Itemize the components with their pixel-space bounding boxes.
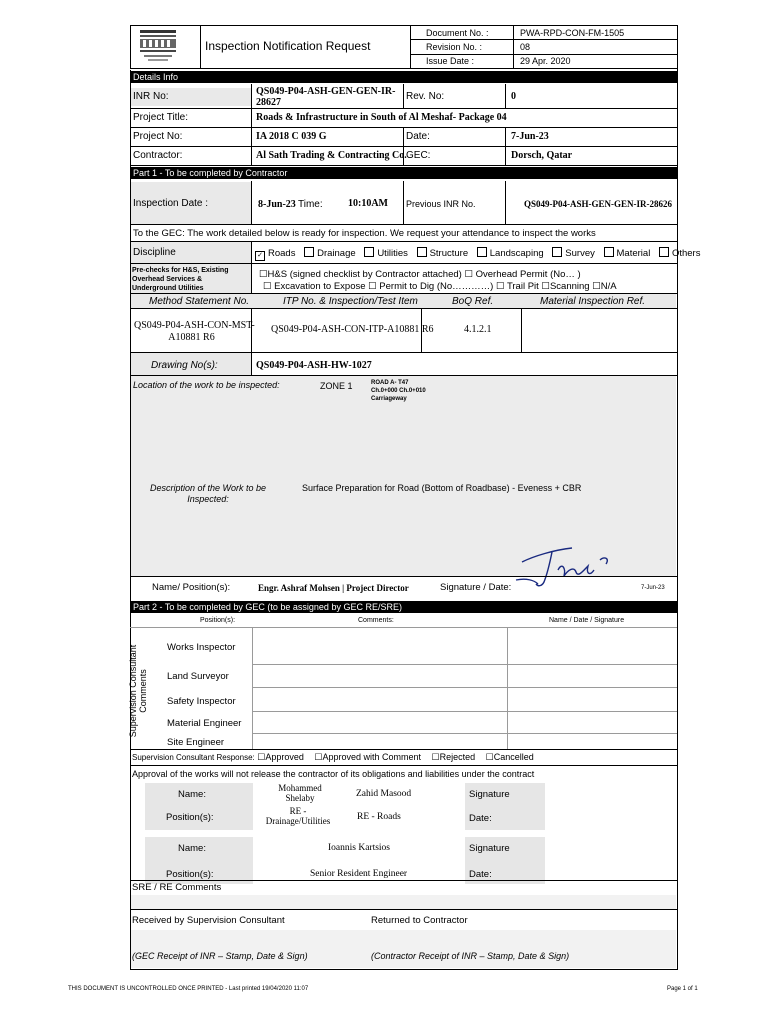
- name-2: Zahid Masood: [356, 789, 412, 799]
- discipline-structure-label: Structure: [429, 248, 469, 259]
- date-label-2: Date:: [469, 869, 492, 880]
- project-title-value: Roads & Infrastructure in South of Al Meshaf- Package 04: [256, 112, 507, 123]
- discipline-label: Discipline: [133, 247, 176, 258]
- response-approved[interactable]: ☐Approved: [257, 752, 304, 762]
- zone-value: ZONE 1: [320, 381, 353, 391]
- time-label: Time:: [298, 199, 323, 210]
- position-3: Senior Resident Engineer: [310, 869, 408, 879]
- revision-no-label: Revision No. :: [426, 42, 483, 52]
- inspection-date-value: 8-Jun-23: [258, 199, 296, 210]
- description-value: Surface Preparation for Road (Bottom of Roadbase) - Eveness + CBR: [302, 483, 582, 493]
- boq-value: 4.1.2.1: [464, 324, 492, 335]
- role-works-inspector: Works Inspector: [167, 642, 236, 653]
- contractor-receipt-label: (Contractor Receipt of INR – Stamp, Date & Sign): [371, 951, 570, 961]
- response-rejected[interactable]: ☐Rejected: [431, 752, 476, 762]
- received-label: Received by Supervision Consultant: [132, 915, 285, 926]
- contractor-value: Al Sath Trading & Contracting Co.: [256, 150, 407, 161]
- position-1: RE - Drainage/Utilities: [265, 806, 331, 826]
- gec-value: Dorsch, Qatar: [511, 150, 573, 161]
- prechecks-line-2[interactable]: ☐ Excavation to Expose ☐ Permit to Dig (No…………) ☐ Trail Pit ☐Scanning ☐N/A: [263, 281, 617, 292]
- discipline-material-checkbox[interactable]: [604, 247, 614, 257]
- col-method-statement: Method Statement No.: [149, 296, 250, 307]
- discipline-landscaping-label: Landscaping: [489, 248, 544, 259]
- signature-date-value: 7-Jun-23: [641, 585, 665, 591]
- itp-value: QS049-P04-ASH-CON-ITP-A10881 R6: [271, 324, 434, 335]
- date-label-1: Date:: [469, 813, 492, 824]
- name-label-1: Name:: [178, 789, 206, 800]
- prechecks-line-1[interactable]: ☐H&S (signed checklist by Contractor attached) ☐ Overhead Permit (No… ): [259, 269, 581, 280]
- location-label: Location of the work to be inspected:: [133, 380, 280, 390]
- discipline-landscaping-checkbox[interactable]: [477, 247, 487, 257]
- signature-label-1: Signature: [469, 789, 510, 800]
- road-details: ROAD A- T47 Ch.0+000 Ch.0+010 Carriageway: [371, 380, 426, 402]
- discipline-others-label: Others: [671, 248, 701, 259]
- role-material-engineer: Material Engineer: [167, 718, 242, 729]
- method-statement-value: QS049-P04-ASH-CON-MST- A10881 R6: [134, 320, 255, 343]
- returned-label: Returned to Contractor: [371, 915, 468, 926]
- details-info-band: Details Info: [130, 71, 677, 83]
- col-name-date-signature: Name / Date / Signature: [549, 617, 625, 624]
- drawing-value: QS049-P04-ASH-HW-1027: [256, 360, 372, 371]
- inspection-date-label: Inspection Date :: [133, 198, 209, 209]
- response-approved-with-comment[interactable]: ☐Approved with Comment: [314, 752, 422, 762]
- company-logo: [138, 28, 178, 64]
- supervision-vertical-label: Supervision Consultant Comments: [128, 644, 148, 738]
- signature-label-2: Signature: [469, 843, 510, 854]
- position-label-1: Position(s):: [166, 812, 214, 823]
- drawing-label: Drawing No(s):: [151, 360, 218, 371]
- name-position-value: Engr. Ashraf Mohsen | Project Director: [258, 583, 409, 593]
- col-itp: ITP No. & Inspection/Test Item: [283, 296, 418, 307]
- discipline-drainage-checkbox[interactable]: [304, 247, 314, 257]
- part1-band: Part 1 - To be completed by Contractor: [130, 167, 677, 179]
- position-label-2: Position(s):: [166, 869, 214, 880]
- sre-comments-label: SRE / RE Comments: [132, 882, 222, 893]
- position-2: RE - Roads: [357, 812, 401, 822]
- previous-inr-label: Previous INR No.: [406, 199, 476, 209]
- discipline-material-label: Material: [616, 248, 651, 259]
- document-no-label: Document No. :: [426, 28, 489, 38]
- form-title: Inspection Notification Request: [205, 39, 371, 53]
- rev-no-value: 0: [511, 91, 516, 102]
- col-boq: BoQ Ref.: [452, 296, 494, 307]
- contractor-signature: [514, 540, 634, 590]
- uncontrolled-footer: THIS DOCUMENT IS UNCONTROLLED ONCE PRINTED - Last printed 19/04/2020 11:07: [68, 986, 309, 992]
- date-label: Date:: [406, 131, 430, 142]
- page-number: Page 1 of 1: [667, 986, 698, 992]
- response-cancelled[interactable]: ☐Cancelled: [485, 752, 534, 762]
- discipline-others-checkbox[interactable]: [659, 247, 669, 257]
- project-title-label: Project Title:: [133, 112, 189, 123]
- discipline-drainage-label: Drainage: [317, 248, 356, 259]
- project-no-label: Project No:: [133, 131, 183, 142]
- discipline-roads-label: Roads: [268, 248, 296, 259]
- discipline-roads-checkbox[interactable]: ✓: [255, 251, 265, 261]
- name-1: Mohammed Shelaby: [278, 783, 322, 803]
- approval-note: Approval of the works will not release the contractor of its obligations and liabilities under the contract: [132, 769, 535, 779]
- project-no-value: IA 2018 C 039 G: [256, 131, 327, 142]
- name-position-label: Name/ Position(s):: [152, 582, 231, 593]
- response-row: [132, 752, 534, 763]
- discipline-survey-checkbox[interactable]: [552, 247, 562, 257]
- issue-date-value: 29 Apr. 2020: [520, 56, 571, 66]
- discipline-utilities-label: Utilities: [377, 248, 408, 259]
- gec-statement: To the GEC: The work detailed below is ready for inspection. We request your attendance to inspect the works: [133, 228, 596, 239]
- revision-no-value: 08: [520, 42, 531, 52]
- discipline-survey-label: Survey: [565, 248, 595, 259]
- discipline-options: [249, 247, 700, 261]
- issue-date-label: Issue Date :: [426, 56, 475, 66]
- response-label: Supervision Consultant Response:: [132, 753, 255, 762]
- previous-inr-value: QS049-P04-ASH-GEN-GEN-IR-28626: [524, 199, 672, 209]
- date-value: 7-Jun-23: [511, 131, 549, 142]
- gec-receipt-label: (GEC Receipt of INR – Stamp, Date & Sign): [132, 951, 308, 961]
- rev-no-label: Rev. No:: [406, 91, 445, 102]
- name-3: Ioannis Kartsios: [328, 843, 391, 853]
- contractor-label: Contractor:: [133, 150, 183, 161]
- signature-date-label: Signature / Date:: [440, 582, 512, 593]
- col-positions: Position(s):: [200, 617, 236, 624]
- gec-label: GEC:: [406, 150, 431, 161]
- role-site-engineer: Site Engineer: [167, 737, 225, 748]
- discipline-utilities-checkbox[interactable]: [364, 247, 374, 257]
- discipline-structure-checkbox[interactable]: [417, 247, 427, 257]
- time-value: 10:10AM: [348, 198, 388, 209]
- inr-no-value: QS049-P04-ASH-GEN-GEN-IR-28627: [256, 86, 396, 108]
- name-label-2: Name:: [178, 843, 206, 854]
- prechecks-label: Pre-checks for H&S, Existing Overhead Services & Underground Utilities: [132, 267, 229, 292]
- document-no-value: PWA-RPD-CON-FM-1505: [520, 28, 625, 38]
- col-comments: Comments:: [358, 617, 394, 624]
- part2-band: Part 2 - To be completed by GEC (to be assigned by GEC RE/SRE): [130, 601, 677, 613]
- role-land-surveyor: Land Surveyor: [167, 671, 229, 682]
- description-label: Description of the Work to be Inspected:: [150, 483, 267, 504]
- col-material-inspection: Material Inspection Ref.: [540, 296, 646, 307]
- inr-no-label: INR No:: [133, 91, 169, 102]
- role-safety-inspector: Safety Inspector: [167, 696, 236, 707]
